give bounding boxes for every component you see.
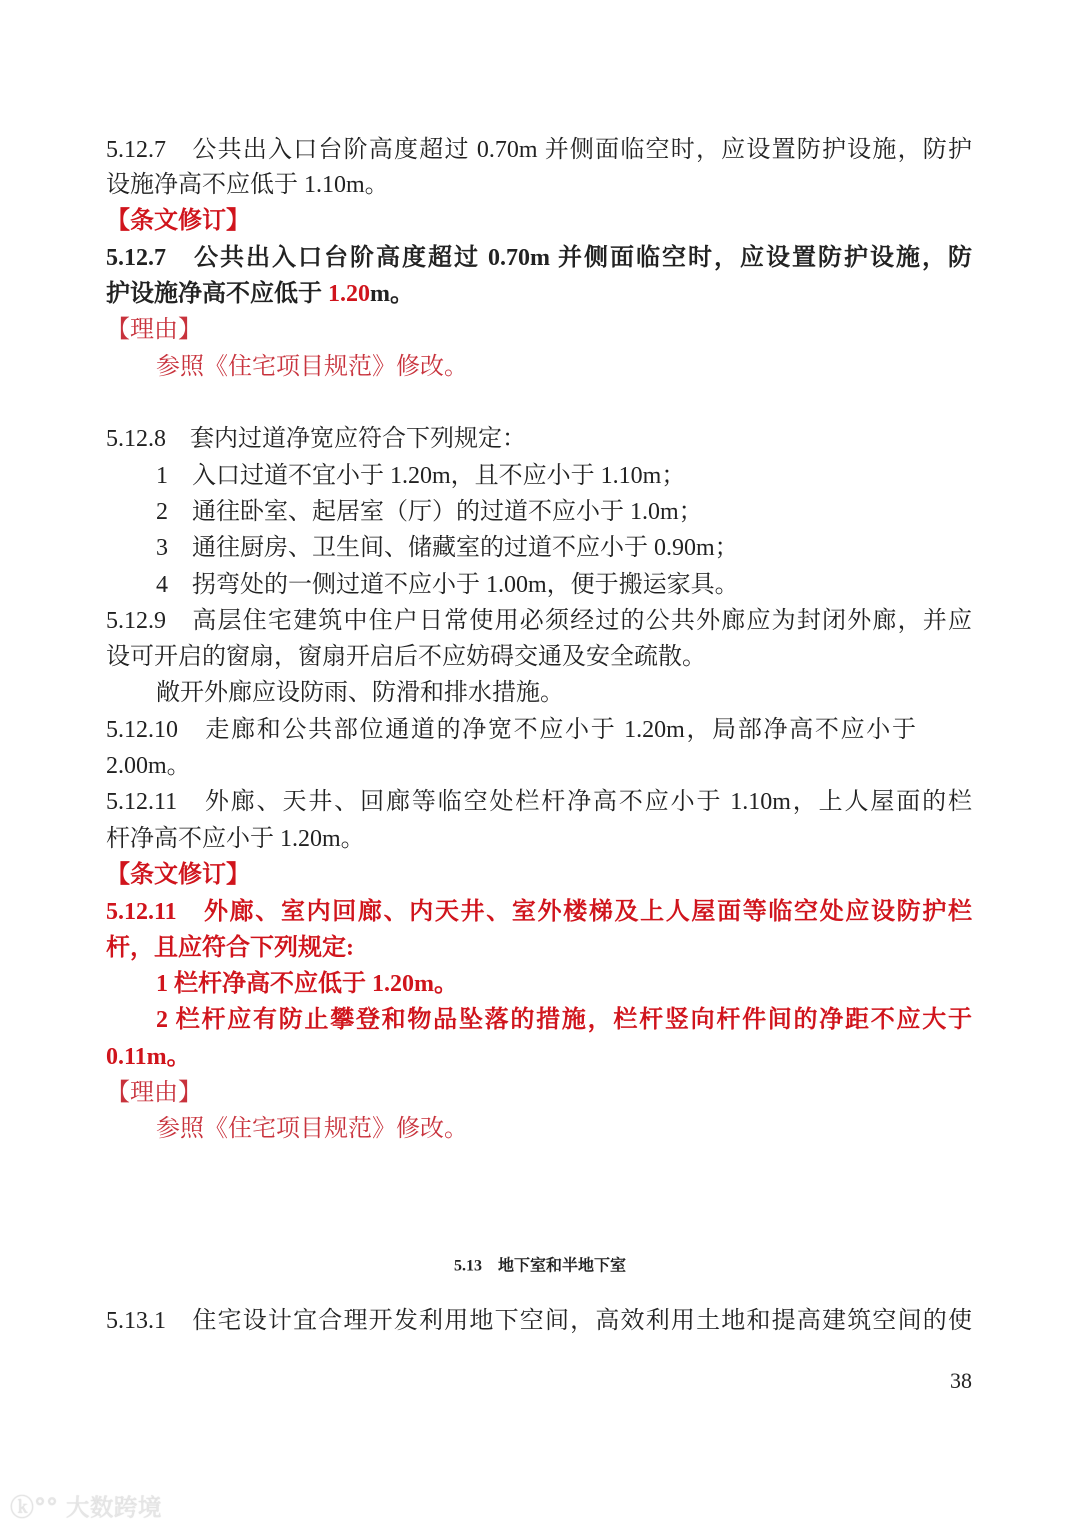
revision-label: 【条文修订】: [106, 208, 250, 234]
revision-label: 【条文修订】: [106, 862, 250, 888]
item-text: 通往卧室、起居室（厅）的过道不应小于 1.0m；: [192, 499, 703, 525]
list-item: [156, 494, 703, 530]
clause-text: 5.13.1 住宅设计宜合理开发利用地下空间，高效利用土地和提高建筑空间的使: [106, 1308, 972, 1334]
clause-text: 2.00m。: [106, 753, 191, 779]
revised-value: 1.20: [328, 281, 370, 307]
revised-item: 1 栏杆净高不应低于 1.20m。: [156, 971, 458, 997]
section-heading: 5.13 地下室和半地下室: [453, 1257, 626, 1275]
revised-clause-text: 5.12.11 外廊、室内回廊、内天井、室外楼梯及上人屋面等临空处应设防护栏: [106, 899, 972, 925]
revised-clause-text: [106, 276, 414, 312]
revised-clause-text: 杆，且应符合下列规定:: [106, 935, 354, 961]
revised-item: 0.11m。: [106, 1044, 191, 1070]
clause-text: 5.12.7 公共出入口台阶高度超过 0.70m 并侧面临空时，应设置防护设施，防护: [106, 137, 972, 163]
clause-text: 5.12.11 外廊、天井、回廊等临空处栏杆净高不应小于 1.10m，上人屋面的栏: [106, 789, 972, 815]
revised-text: m。: [370, 281, 414, 307]
clause-text: 敞开外廊应设防雨、防滑和排水措施。: [156, 680, 564, 706]
revised-item: 2 栏杆应有防止攀登和物品坠落的措施，栏杆竖向杆件间的净距不应大于: [156, 1007, 972, 1033]
reason-label: 【理由】: [106, 1080, 202, 1106]
clause-text: 5.12.10 走廊和公共部位通道的净宽不应小于 1.20m，局部净高不应小于: [106, 717, 916, 743]
item-text: 入口过道不宜小于 1.20m，且不应小于 1.10m；: [192, 463, 686, 489]
item-text: 拐弯处的一侧过道不应小于 1.00m，便于搬运家具。: [192, 572, 739, 598]
clause-text: 设施净高不应低于 1.10m。: [106, 172, 389, 198]
clause-text: 5.12.8 套内过道净宽应符合下列规定：: [106, 426, 526, 452]
item-number: 3: [156, 535, 168, 561]
item-number: 1: [156, 463, 168, 489]
reason-text: 参照《住宅项目规范》修改。: [156, 354, 468, 380]
reason-text: 参照《住宅项目规范》修改。: [156, 1116, 468, 1142]
revised-text: 护设施净高不应低于: [106, 281, 328, 307]
clause-text: 5.12.9 高层住宅建筑中住户日常使用必须经过的公共外廊应为封闭外廊，并应: [106, 608, 972, 634]
list-item: [156, 530, 739, 566]
list-item: [156, 458, 685, 494]
watermark-text: 大数跨境: [65, 1493, 162, 1522]
item-text: 通往厨房、卫生间、储藏室的过道不应小于 0.90m；: [192, 535, 739, 561]
page-number: 38: [950, 1368, 972, 1393]
item-number: 2: [156, 499, 168, 525]
list-item: [156, 567, 739, 603]
item-number: 4: [156, 572, 168, 598]
watermark: [10, 1488, 162, 1523]
watermark-logo-icon: ⓚ°°: [10, 1493, 66, 1522]
clause-text: 杆净高不应小于 1.20m。: [106, 826, 365, 852]
reason-label: 【理由】: [106, 317, 202, 343]
revised-clause-text: 5.12.7 公共出入口台阶高度超过 0.70m 并侧面临空时，应设置防护设施，防: [106, 245, 972, 271]
clause-text: 设可开启的窗扇，窗扇开启后不应妨碍交通及安全疏散。: [106, 644, 706, 670]
